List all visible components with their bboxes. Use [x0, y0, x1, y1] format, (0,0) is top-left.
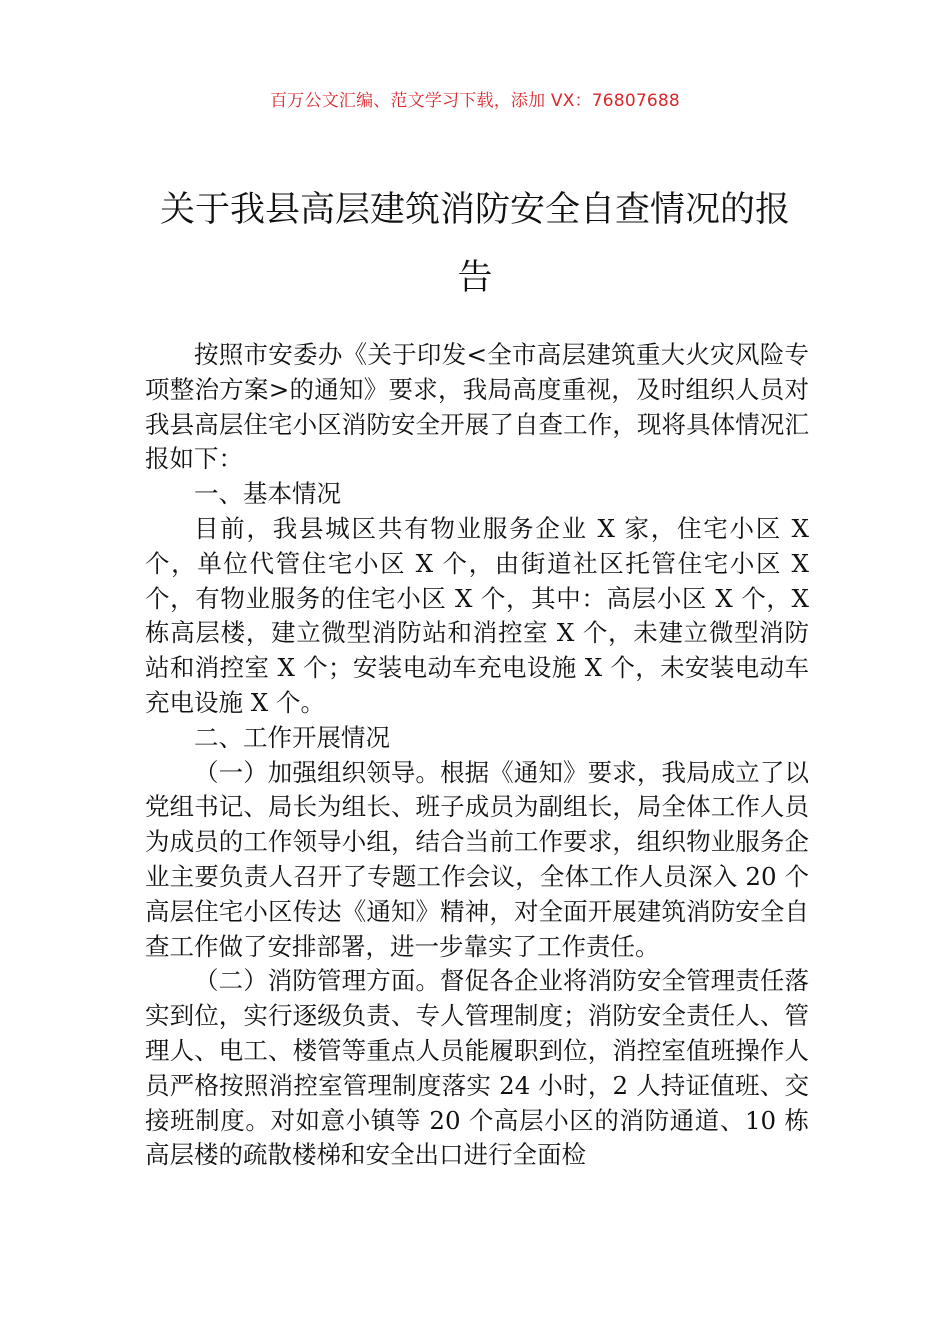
document-title: 关于我县高层建筑消防安全自查情况的报告: [159, 190, 790, 298]
paragraph-organization: （一）加强组织领导。根据《通知》要求，我局成立了以党组书记、局长为组长、班子成员为副组长，局全体工作人员为成员的工作领导小组，结合当前工作要求，组织物业服务企业主要负责人召开了专题工作会议，全体工作人员深入 20 个高层住宅小区传达《通知》精神，对全面开展建筑消防安全自查工作做了安排部署，进一步靠实了工作责任。: [145, 757, 809, 961]
document-body: [145, 338, 809, 1173]
section-heading-2: 二、工作开展情况: [194, 722, 390, 752]
section-heading-1: 一、基本情况: [194, 479, 341, 509]
paragraph-intro: 按照市安委办《关于印发<全市高层建筑重大火灾风险专项整治方案>的通知》要求，我局高度重视，及时组织人员对我县高层住宅小区消防安全开展了自查工作，现将具体情况汇报如下：: [145, 340, 809, 474]
paragraph-basic-info: 目前，我县城区共有物业服务企业 X 家，住宅小区 X 个，单位代管住宅小区 X 个，由街道社区托管住宅小区 X 个，有物业服务的住宅小区 X 个，其中：高层小区 X 个，X 栋高层楼，建立微型消防站和消控室 X 个，未建立微型消防站和消控室 X 个；安装电动车充电设施 X 个，未安装电动车充电设施 X 个。: [145, 513, 809, 717]
header-note: 百万公文汇编、范文学习下载，添加 VX：76807688: [270, 91, 680, 111]
paragraph-fire-management: （二）消防管理方面。督促各企业将消防安全管理责任落实到位，实行逐级负责、专人管理制度；消防安全责任人、管理人、电工、楼管等重点人员能履职到位，消控室值班操作人员严格按照消控室管理制度落实 24 小时，2 人持证值班、交接班制度。对如意小镇等 20 个高层小区的消防通道、10 栋高层楼的疏散楼梯和安全出口进行全面检: [145, 966, 809, 1170]
